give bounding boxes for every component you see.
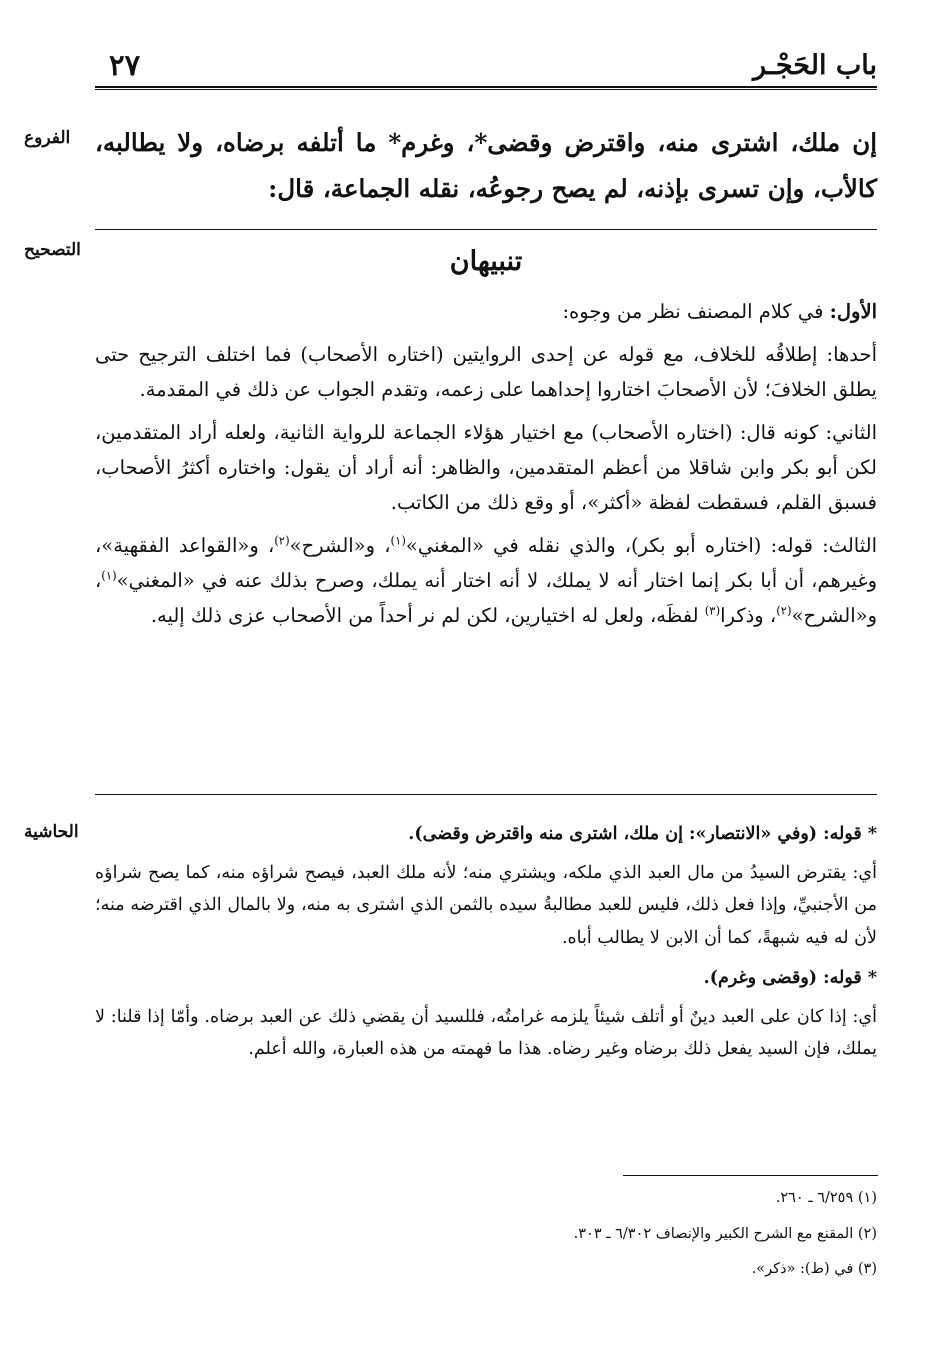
tashih-paragraph-intro [95,294,877,329]
tashih-heading: تنبيهان [449,246,523,277]
footnote-ref: (١) [390,533,406,548]
p3-text-b: ، و«الشرح» [289,534,391,557]
header-rule [95,86,877,90]
label-hashiya: الحاشية [24,822,79,842]
footnote-rule [623,1175,878,1176]
p3-text-d: ، و«الشرح» [95,569,877,627]
label-furu: الفروع [24,128,71,148]
footnote-1: (١) ٦/٢٥٩ ـ ٢٦٠. [775,1190,877,1206]
footnote-ref: (٣) [704,603,721,618]
furu-section [95,120,877,212]
label-tashih: التصحيح [24,240,81,260]
footnote-ref: (٢) [776,603,792,618]
footnote-2: (٢) المقنع مع الشرح الكبير والإنصاف ٦/٣٠٢ ـ ٣٠٣. [573,1226,877,1242]
p3-text-f: لفظَه، ولعل له اختيارين، لكن لم نر أحداً من الأصحاب عزى ذلك إليه. [150,604,705,627]
footnote-3: (٣) في (ط): «ذكر». [751,1261,877,1277]
section-rule-2 [95,794,877,795]
hashiya-quote-2: * قوله: (وقضى وغرم). [703,968,877,988]
p3-text-a: الثالث: قوله: (اختاره أبو بكر)، والذي نقله في «المغني» [405,534,877,557]
hashiya-body-1: أي: يقترض السيدُ من مال العبد الذي ملكه، ويشتري منه؛ لأنه ملك العبد، فيصح شراؤه منه، كما يصح شراؤه من الأجنبيِّ، وإذا فعل ذلك، فليس للعبد مطالبةُ سيده بالثمن الذي اشترى به منه، ولا بالمال الذي اقترضه منه؛ لأن له فيه شبهةً، كما أن الابن لا يطالب أباه. [95,862,877,948]
tashih-intro-text: في كلام المصنف نظر من وجوه: [562,300,830,323]
tashih-section [95,294,877,641]
p3-text-e: ، وذكرا [720,604,777,627]
hashiya-quote-1: * قوله: (وفي «الانتصار»: إن ملك، اشترى منه واقترض وقضى). [408,824,877,844]
tashih-paragraph-3 [95,528,877,633]
page-header [95,46,877,86]
footnote-ref: (١) [101,568,117,583]
hashiya-body-2: أي: إذا كان على العبد دينٌ أو أتلف شيئاً يلزمه غرامتُه، فللسيد أن يقضي ذلك عن العبد برضاه. وأمّا إذا قلنا: لا يملك، فإن السيد يفعل ذلك برضاه وغير رضاه. هذا ما فهمته من هذه العبارة، والله أعلم. [95,1006,877,1059]
footnote-ref: (٢) [274,533,290,548]
tashih-paragraph-2: الثاني: كونه قال: (اختاره الأصحاب) مع اختيار هؤلاء الجماعة للرواية الثانية، ولعله أراد المتقدمين، لكن أبو بكر وابن شاقلا من أعظم المتقدمين، والظاهر: أنه أراد أن يقول: واختاره أكثرُ الأصحاب، فسبق القلم، فسقطت لفظة «أكثر»، أو وقع ذلك من الكاتب. [95,421,877,514]
tashih-paragraph-1: أحدها: إطلاقُه للخلاف، مع قوله عن إحدى الروايتين (اختاره الأصحاب) فما اختلف الترجيح حتى يطلق الخلافَ؛ لأن الأصحابَ اختاروا إحداهما على زعمه، وتقدم الجواب عن ذلك في المقدمة. [95,343,877,401]
hashiya-section [95,818,877,1074]
furu-text: إن ملك، اشترى منه، واقترض وقضى*، وغرم* ما أتلفه برضاه، ولا يطالبه، كالأب، وإن تسرى بإذنه، لم يصح رجوعُه، نقله الجماعة، قال: [95,128,877,203]
tashih-lead: الأول: [829,300,877,323]
p3-text-c: ، و«القواعد الفقهية»، وغيرهم، أن أبا بكر إنما اختار أنه لا يملك، لا أنه اختار أنه يملك، وصرح بذلك عنه في «المغني» [95,534,877,592]
page-number: ٢٧ [109,48,141,82]
section-rule-1 [95,229,877,230]
chapter-title: باب الحَجْـر [753,50,877,81]
